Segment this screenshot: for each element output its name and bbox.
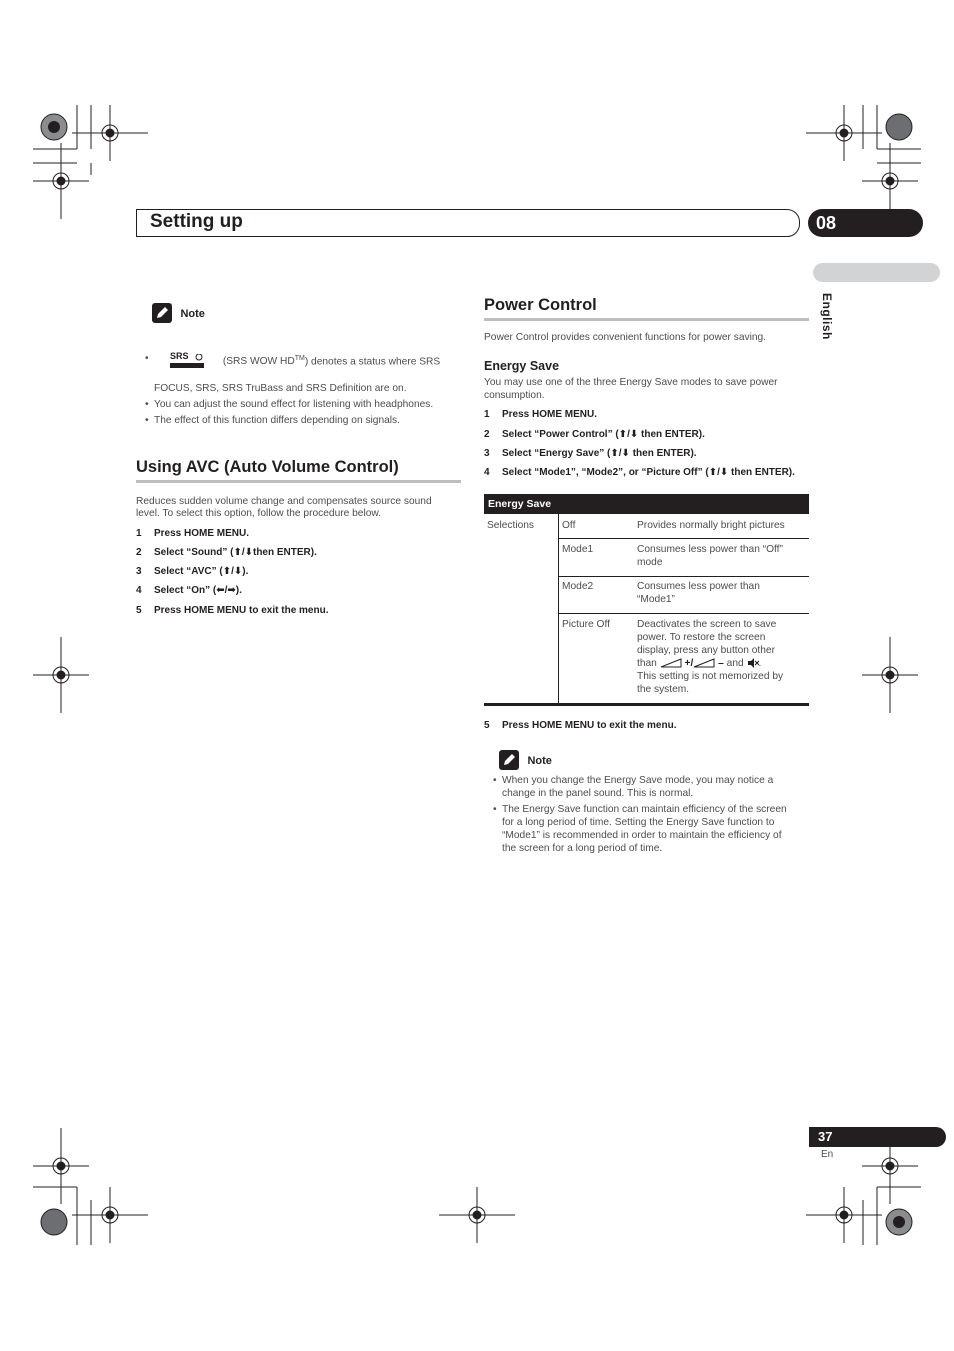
page-title: Setting up xyxy=(150,211,243,232)
power-step: 5 Press HOME MENU to exit the menu. xyxy=(484,720,677,731)
srs-note-bullet: • SRS (SRS WOW HD™) denotes a status where SRS xyxy=(154,352,440,370)
avc-step: 2 Select “Sound” (⬆/⬇then ENTER). xyxy=(136,547,317,558)
avc-step: 4 Select “On” (⬅/➡). xyxy=(136,585,242,596)
note-header xyxy=(152,303,205,323)
energy-intro-1: You may use one of the three Energy Save modes to save power xyxy=(484,377,778,388)
signal-note: • The effect of this function differs depending on signals. xyxy=(145,415,400,426)
srs-logo: SRS xyxy=(168,354,206,370)
table-divider xyxy=(558,613,809,614)
srs-note-continuation: FOCUS, SRS, SRS TruBass and SRS Definition are on. xyxy=(154,383,407,394)
table-option: Off xyxy=(562,520,576,531)
energy-note-bullet: • When you change the Energy Save mode, you may notice a change in the panel sound. This is normal. xyxy=(493,775,774,799)
volume-up-icon xyxy=(660,658,682,668)
table-desc: Deactivates the screen to save power. To restore the screen display, press any button other than +/ – and . This setting is not memorized by the system. xyxy=(637,619,784,695)
language-tab xyxy=(813,263,940,282)
power-step: 4 Select “Mode1”, “Mode2”, or “Picture Off” (⬆/⬇ then ENTER). xyxy=(484,467,795,478)
power-heading-rule xyxy=(484,318,809,321)
avc-step: 1 Press HOME MENU. xyxy=(136,528,250,539)
note-header xyxy=(499,750,552,770)
energy-save-heading: Energy Save xyxy=(484,359,560,373)
power-step: 2 Select “Power Control” (⬆/⬇ then ENTER). xyxy=(484,429,705,440)
table-divider xyxy=(558,576,809,577)
page-number: 37 xyxy=(809,1127,946,1147)
avc-heading-rule xyxy=(136,480,461,483)
chapter-number: 08 xyxy=(808,209,923,237)
avc-intro-2: level. To select this option, follow the procedure below. xyxy=(136,508,382,519)
power-control-heading: Power Control xyxy=(484,296,597,314)
language-label: English xyxy=(820,293,834,340)
table-option: Mode2 xyxy=(562,581,594,592)
table-row-label: Selections xyxy=(487,520,535,531)
note-label: Note xyxy=(180,308,205,321)
avc-heading: Using AVC (Auto Volume Control) xyxy=(136,458,399,476)
energy-note-bullet: • The Energy Save function can maintain efficiency of the screen for a long period of time. Setting the Energy Save function to “Mode1” is recommended in order to maintain the efficiency of the screen for a long period of time. xyxy=(493,804,787,854)
note-pencil-icon xyxy=(499,750,519,770)
table-option: Mode1 xyxy=(562,544,594,555)
energy-intro-2: consumption. xyxy=(484,390,545,401)
note-label: Note xyxy=(527,755,552,768)
avc-step: 5 Press HOME MENU to exit the menu. xyxy=(136,605,329,616)
power-step: 1 Press HOME MENU. xyxy=(484,409,598,420)
energy-save-table xyxy=(484,494,809,708)
table-bottom-rule xyxy=(484,703,809,706)
mute-icon xyxy=(747,658,759,668)
volume-down-icon xyxy=(693,658,715,668)
avc-intro-1: Reduces sudden volume change and compensates source sound xyxy=(136,496,432,507)
table-column-rule xyxy=(558,514,559,703)
table-desc: Consumes less power than “Mode1” xyxy=(637,581,760,605)
headphone-note: • You can adjust the sound effect for listening with headphones. xyxy=(145,399,434,410)
note-pencil-icon xyxy=(152,303,172,323)
table-desc: Consumes less power than “Off” mode xyxy=(637,544,783,568)
table-divider xyxy=(558,538,809,539)
page-lang-code: En xyxy=(821,1149,834,1160)
avc-step: 3 Select “AVC” (⬆/⬇). xyxy=(136,566,249,577)
power-intro: Power Control provides convenient functions for power saving. xyxy=(484,332,767,343)
table-option: Picture Off xyxy=(562,619,610,630)
table-desc: Provides normally bright pictures xyxy=(637,520,785,531)
table-header: Energy Save xyxy=(484,494,809,514)
power-step: 3 Select “Energy Save” (⬆/⬇ then ENTER). xyxy=(484,448,697,459)
